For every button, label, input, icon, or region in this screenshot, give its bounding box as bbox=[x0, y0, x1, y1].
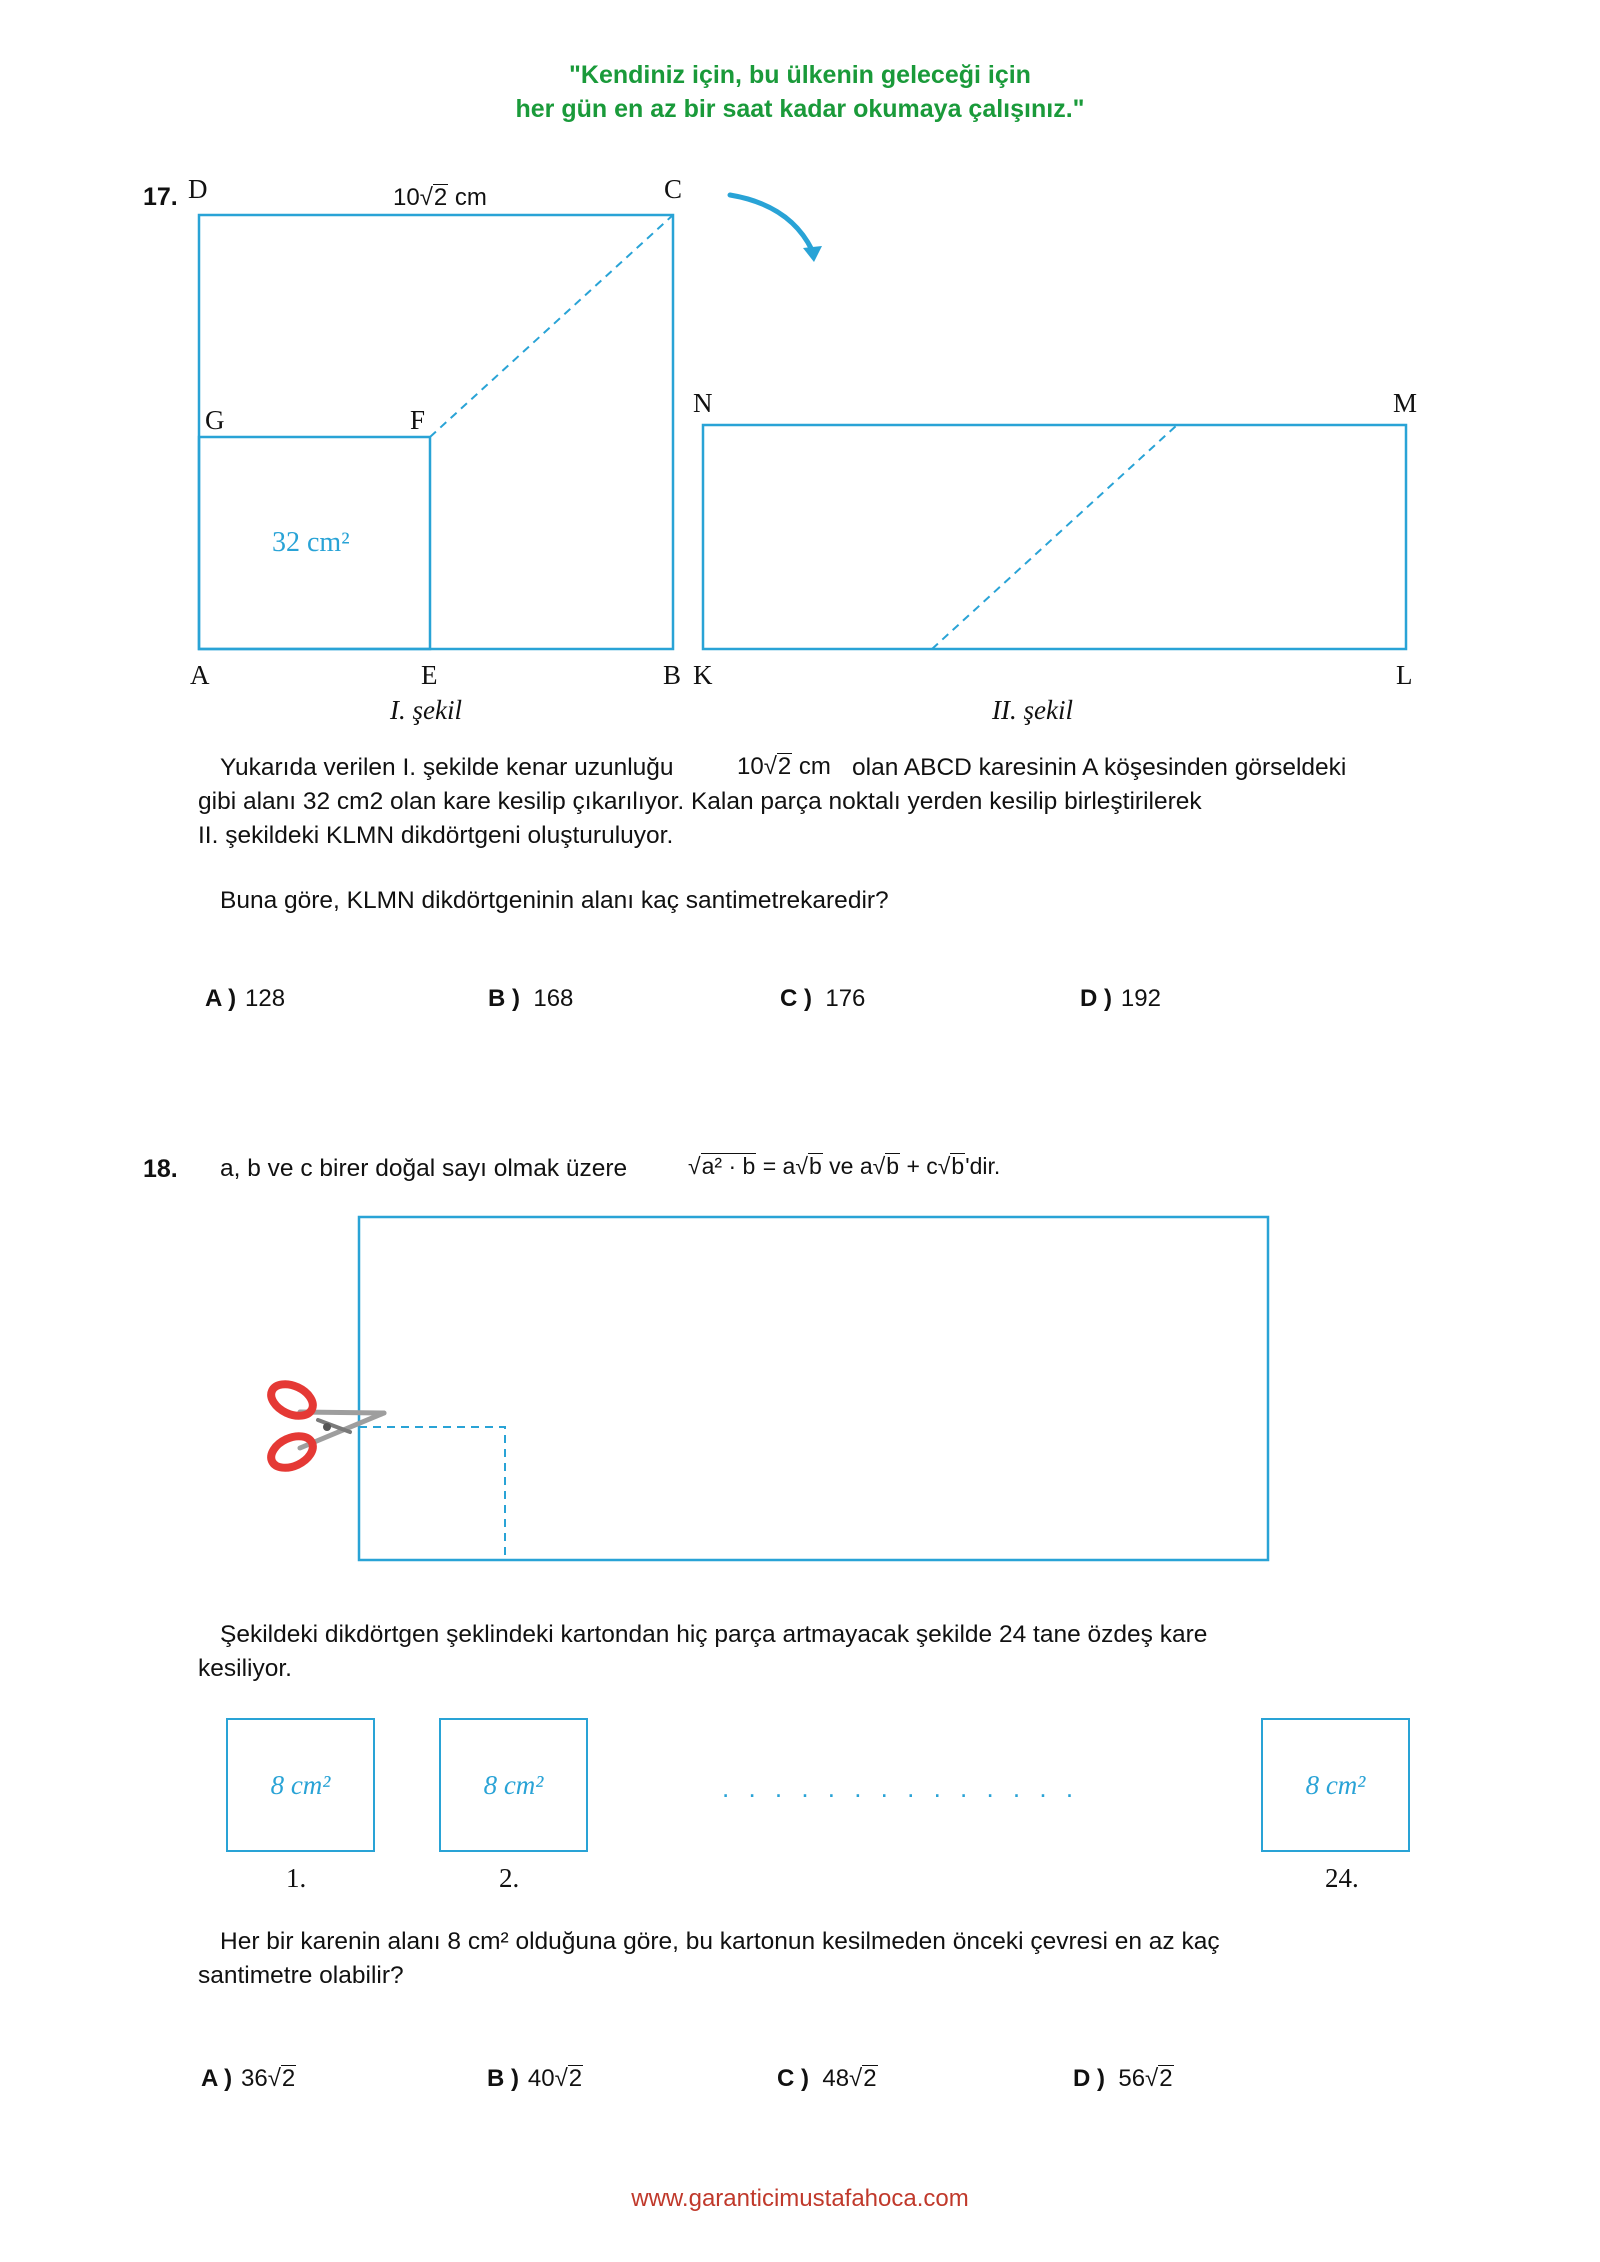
point-g: G bbox=[205, 405, 225, 435]
square-2: 8 cm² bbox=[439, 1718, 588, 1852]
small-square-area-label: 32 cm² bbox=[272, 527, 350, 558]
q18-option-c[interactable]: C ) 48√2 bbox=[777, 2065, 877, 2092]
q18-intro: a, b ve c birer doğal sayı olmak üzere bbox=[220, 1155, 628, 1182]
q17-text-line-1a: Yukarıda verilen I. şekilde kenar uzunluğu bbox=[220, 754, 674, 781]
q18-text-line-2: kesiliyor. bbox=[198, 1655, 292, 1682]
q18-option-b[interactable]: B ) 40√2 bbox=[487, 2065, 583, 2092]
point-k: K bbox=[693, 660, 713, 690]
q17-option-c[interactable]: C ) 176 bbox=[780, 985, 866, 1012]
figure-2-caption: II. şekil bbox=[992, 695, 1073, 725]
q18-question-line-2: santimetre olabilir? bbox=[198, 1962, 404, 1989]
q18-option-d[interactable]: D ) 56√2 bbox=[1073, 2065, 1173, 2092]
square-24: 8 cm² bbox=[1261, 1718, 1410, 1852]
q17-option-d[interactable]: D ) 192 bbox=[1080, 985, 1161, 1012]
square-24-index: 24. bbox=[1325, 1863, 1359, 1893]
q17-option-b[interactable]: B ) 168 bbox=[488, 985, 574, 1012]
q17-text-line-2: gibi alanı 32 cm2 olan kare kesilip çıkarılıyor. Kalan parça noktalı yerden kesilip birleştirilerek bbox=[198, 788, 1202, 815]
cut-guide-dashed bbox=[359, 1427, 505, 1560]
q17-text-line-3: II. şekildeki KLMN dikdörtgeni oluşturuluyor. bbox=[198, 822, 674, 849]
square-1: 8 cm² bbox=[226, 1718, 375, 1852]
question-17-number: 17. bbox=[143, 183, 178, 211]
squares-ellipsis: . . . . . . . . . . . . . . bbox=[722, 1773, 1080, 1803]
point-n: N bbox=[693, 388, 713, 418]
point-m: M bbox=[1393, 388, 1418, 418]
q18-question-line-1: Her bir karenin alanı 8 cm² olduğuna göre, bu kartonun kesilmeden önceki çevresi en az kaç bbox=[220, 1928, 1220, 1955]
cardboard-rectangle bbox=[359, 1217, 1268, 1560]
point-c: C bbox=[664, 174, 683, 204]
point-l: L bbox=[1396, 660, 1413, 690]
q18-option-a[interactable]: A ) 36√2 bbox=[201, 2065, 296, 2092]
q17-question: Buna göre, KLMN dikdörtgeninin alanı kaç santimetrekaredir? bbox=[220, 887, 889, 914]
point-a: A bbox=[190, 660, 210, 690]
q17-inline-side-length: 10√2 cm bbox=[737, 753, 831, 780]
q17-option-a[interactable]: A ) 128 bbox=[205, 985, 286, 1012]
point-b: B bbox=[663, 660, 682, 690]
point-d: D bbox=[188, 174, 208, 204]
square-2-index: 2. bbox=[499, 1863, 520, 1893]
question-18-number: 18. bbox=[143, 1155, 178, 1183]
q18-formula: √a² · b = a√b ve a√b + c√b'dir. bbox=[688, 1153, 1001, 1179]
q17-text-line-1b: olan ABCD karesinin A köşesinden görseldeki bbox=[852, 754, 1347, 781]
point-e: E bbox=[421, 660, 438, 690]
q18-text-line-1: Şekildeki dikdörtgen şeklindeki kartondan hiç parça artmayacak şekilde 24 tane özdeş kare bbox=[220, 1621, 1208, 1648]
header-quote-line-2: her gün en az bir saat kadar okumaya çalışınız." bbox=[515, 95, 1085, 123]
header-quote-line-1: "Kendiniz için, bu ülkenin geleceği için bbox=[569, 61, 1031, 89]
point-f: F bbox=[410, 405, 426, 435]
figure-1-caption: I. şekil bbox=[390, 695, 462, 725]
footer-url[interactable]: www.garanticimustafahoca.com bbox=[631, 2185, 969, 2212]
side-length-label: 10√2 cm bbox=[393, 184, 487, 211]
square-1-index: 1. bbox=[286, 1863, 307, 1893]
